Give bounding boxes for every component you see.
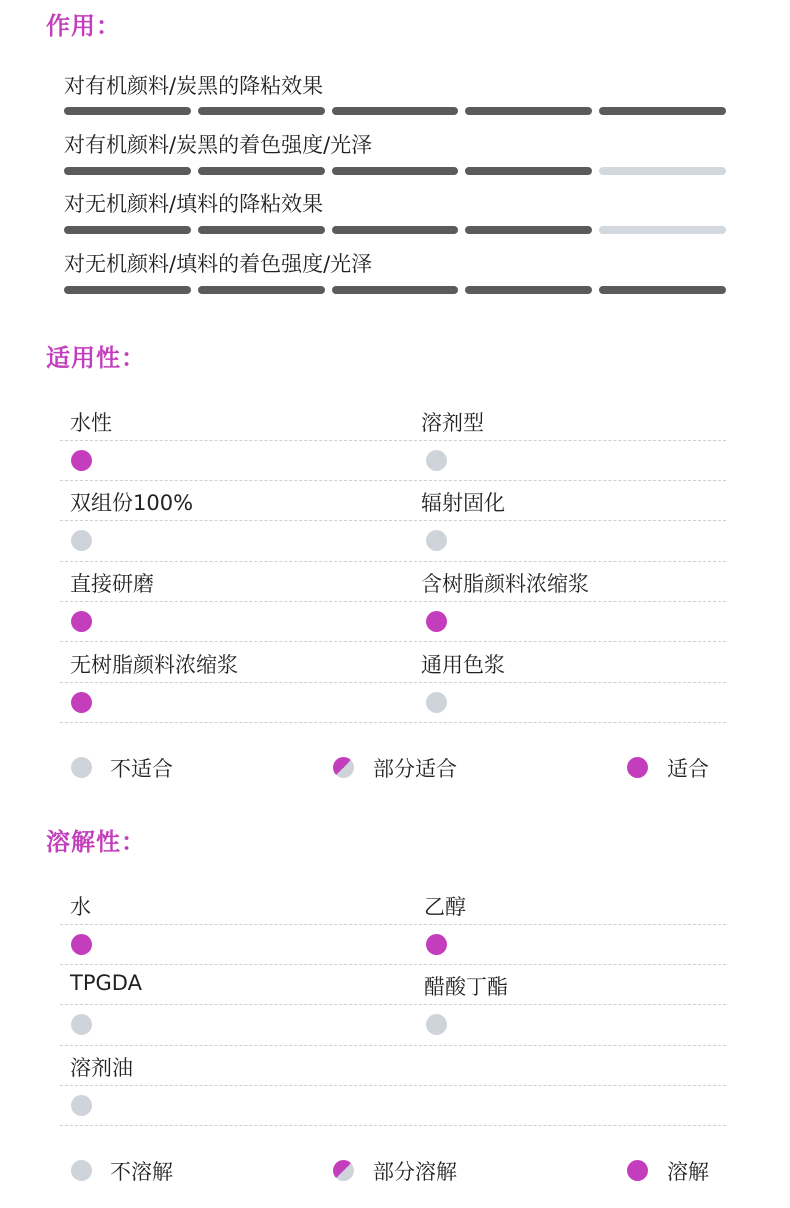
rating-segment-filled [64, 167, 191, 175]
status-dot [71, 934, 92, 955]
status-dot [426, 692, 447, 713]
rating-segment-filled [332, 226, 459, 234]
rating-segment-filled [332, 167, 459, 175]
applicability-label: 水性 [70, 411, 112, 435]
metric-label: 对无机颜料/填料的着色强度/光泽 [64, 252, 373, 276]
legend-dot-no [71, 757, 92, 778]
status-dot [426, 1014, 447, 1035]
applicability-label: 辐射固化 [421, 491, 505, 515]
rating-segment-filled [465, 286, 592, 294]
applicability-label: 通用色浆 [421, 653, 505, 677]
rating-segment-filled [465, 167, 592, 175]
rating-bar [64, 226, 726, 234]
rating-segment-empty [599, 167, 726, 175]
rating-bar [64, 167, 726, 175]
rating-segment-filled [198, 286, 325, 294]
effect-title: 作用： [46, 12, 121, 40]
status-dot [71, 1014, 92, 1035]
rating-segment-filled [599, 107, 726, 115]
divider [60, 1125, 726, 1126]
legend-label-yes: 溶解 [667, 1160, 709, 1184]
rating-segment-filled [198, 167, 325, 175]
rating-segment-filled [465, 107, 592, 115]
solubility-label: TPGDA [70, 971, 142, 995]
divider [60, 440, 726, 441]
rating-segment-filled [64, 286, 191, 294]
legend-dot-yes [627, 757, 648, 778]
legend-label-partial: 部分溶解 [373, 1160, 457, 1184]
legend-dot-partial [333, 757, 354, 778]
divider [60, 722, 726, 723]
rating-bar [64, 107, 726, 115]
legend-dot-no [71, 1160, 92, 1181]
solubility-label: 水 [70, 895, 91, 919]
solubility-label: 醋酸丁酯 [424, 975, 508, 999]
solubility-label: 溶剂油 [70, 1056, 133, 1080]
divider [60, 561, 726, 562]
rating-segment-empty [599, 226, 726, 234]
rating-segment-filled [599, 286, 726, 294]
divider [60, 1045, 726, 1046]
status-dot [426, 530, 447, 551]
legend-dot-partial [333, 1160, 354, 1181]
legend-dot-yes [627, 1160, 648, 1181]
applicability-label: 溶剂型 [421, 411, 484, 435]
metric-label: 对有机颜料/炭黑的降粘效果 [64, 74, 324, 98]
applicability-label: 无树脂颜料浓缩浆 [70, 653, 238, 677]
applicability-label: 直接研磨 [70, 572, 154, 596]
divider [60, 964, 726, 965]
applicability-title: 适用性： [46, 344, 146, 372]
status-dot [71, 692, 92, 713]
legend-label-no: 不溶解 [110, 1160, 173, 1184]
solubility-title: 溶解性： [46, 828, 146, 856]
status-dot [71, 450, 92, 471]
divider [60, 924, 726, 925]
divider [60, 682, 726, 683]
legend-label-partial: 部分适合 [373, 757, 457, 781]
status-dot [71, 1095, 92, 1116]
status-dot [426, 450, 447, 471]
status-dot [71, 611, 92, 632]
divider [60, 480, 726, 481]
rating-segment-filled [198, 107, 325, 115]
status-dot [426, 934, 447, 955]
divider [60, 1004, 726, 1005]
metric-label: 对有机颜料/炭黑的着色强度/光泽 [64, 133, 373, 157]
applicability-label: 含树脂颜料浓缩浆 [421, 572, 589, 596]
rating-segment-filled [465, 226, 592, 234]
rating-segment-filled [64, 107, 191, 115]
legend-label-yes: 适合 [667, 757, 709, 781]
status-dot [71, 530, 92, 551]
rating-segment-filled [332, 107, 459, 115]
applicability-label: 双组份100% [70, 491, 194, 515]
divider [60, 520, 726, 521]
solubility-label: 乙醇 [424, 895, 466, 919]
rating-segment-filled [64, 226, 191, 234]
divider [60, 1085, 726, 1086]
divider [60, 601, 726, 602]
rating-segment-filled [198, 226, 325, 234]
legend-label-no: 不适合 [110, 757, 173, 781]
divider [60, 641, 726, 642]
rating-segment-filled [332, 286, 459, 294]
status-dot [426, 611, 447, 632]
metric-label: 对无机颜料/填料的降粘效果 [64, 192, 324, 216]
rating-bar [64, 286, 726, 294]
